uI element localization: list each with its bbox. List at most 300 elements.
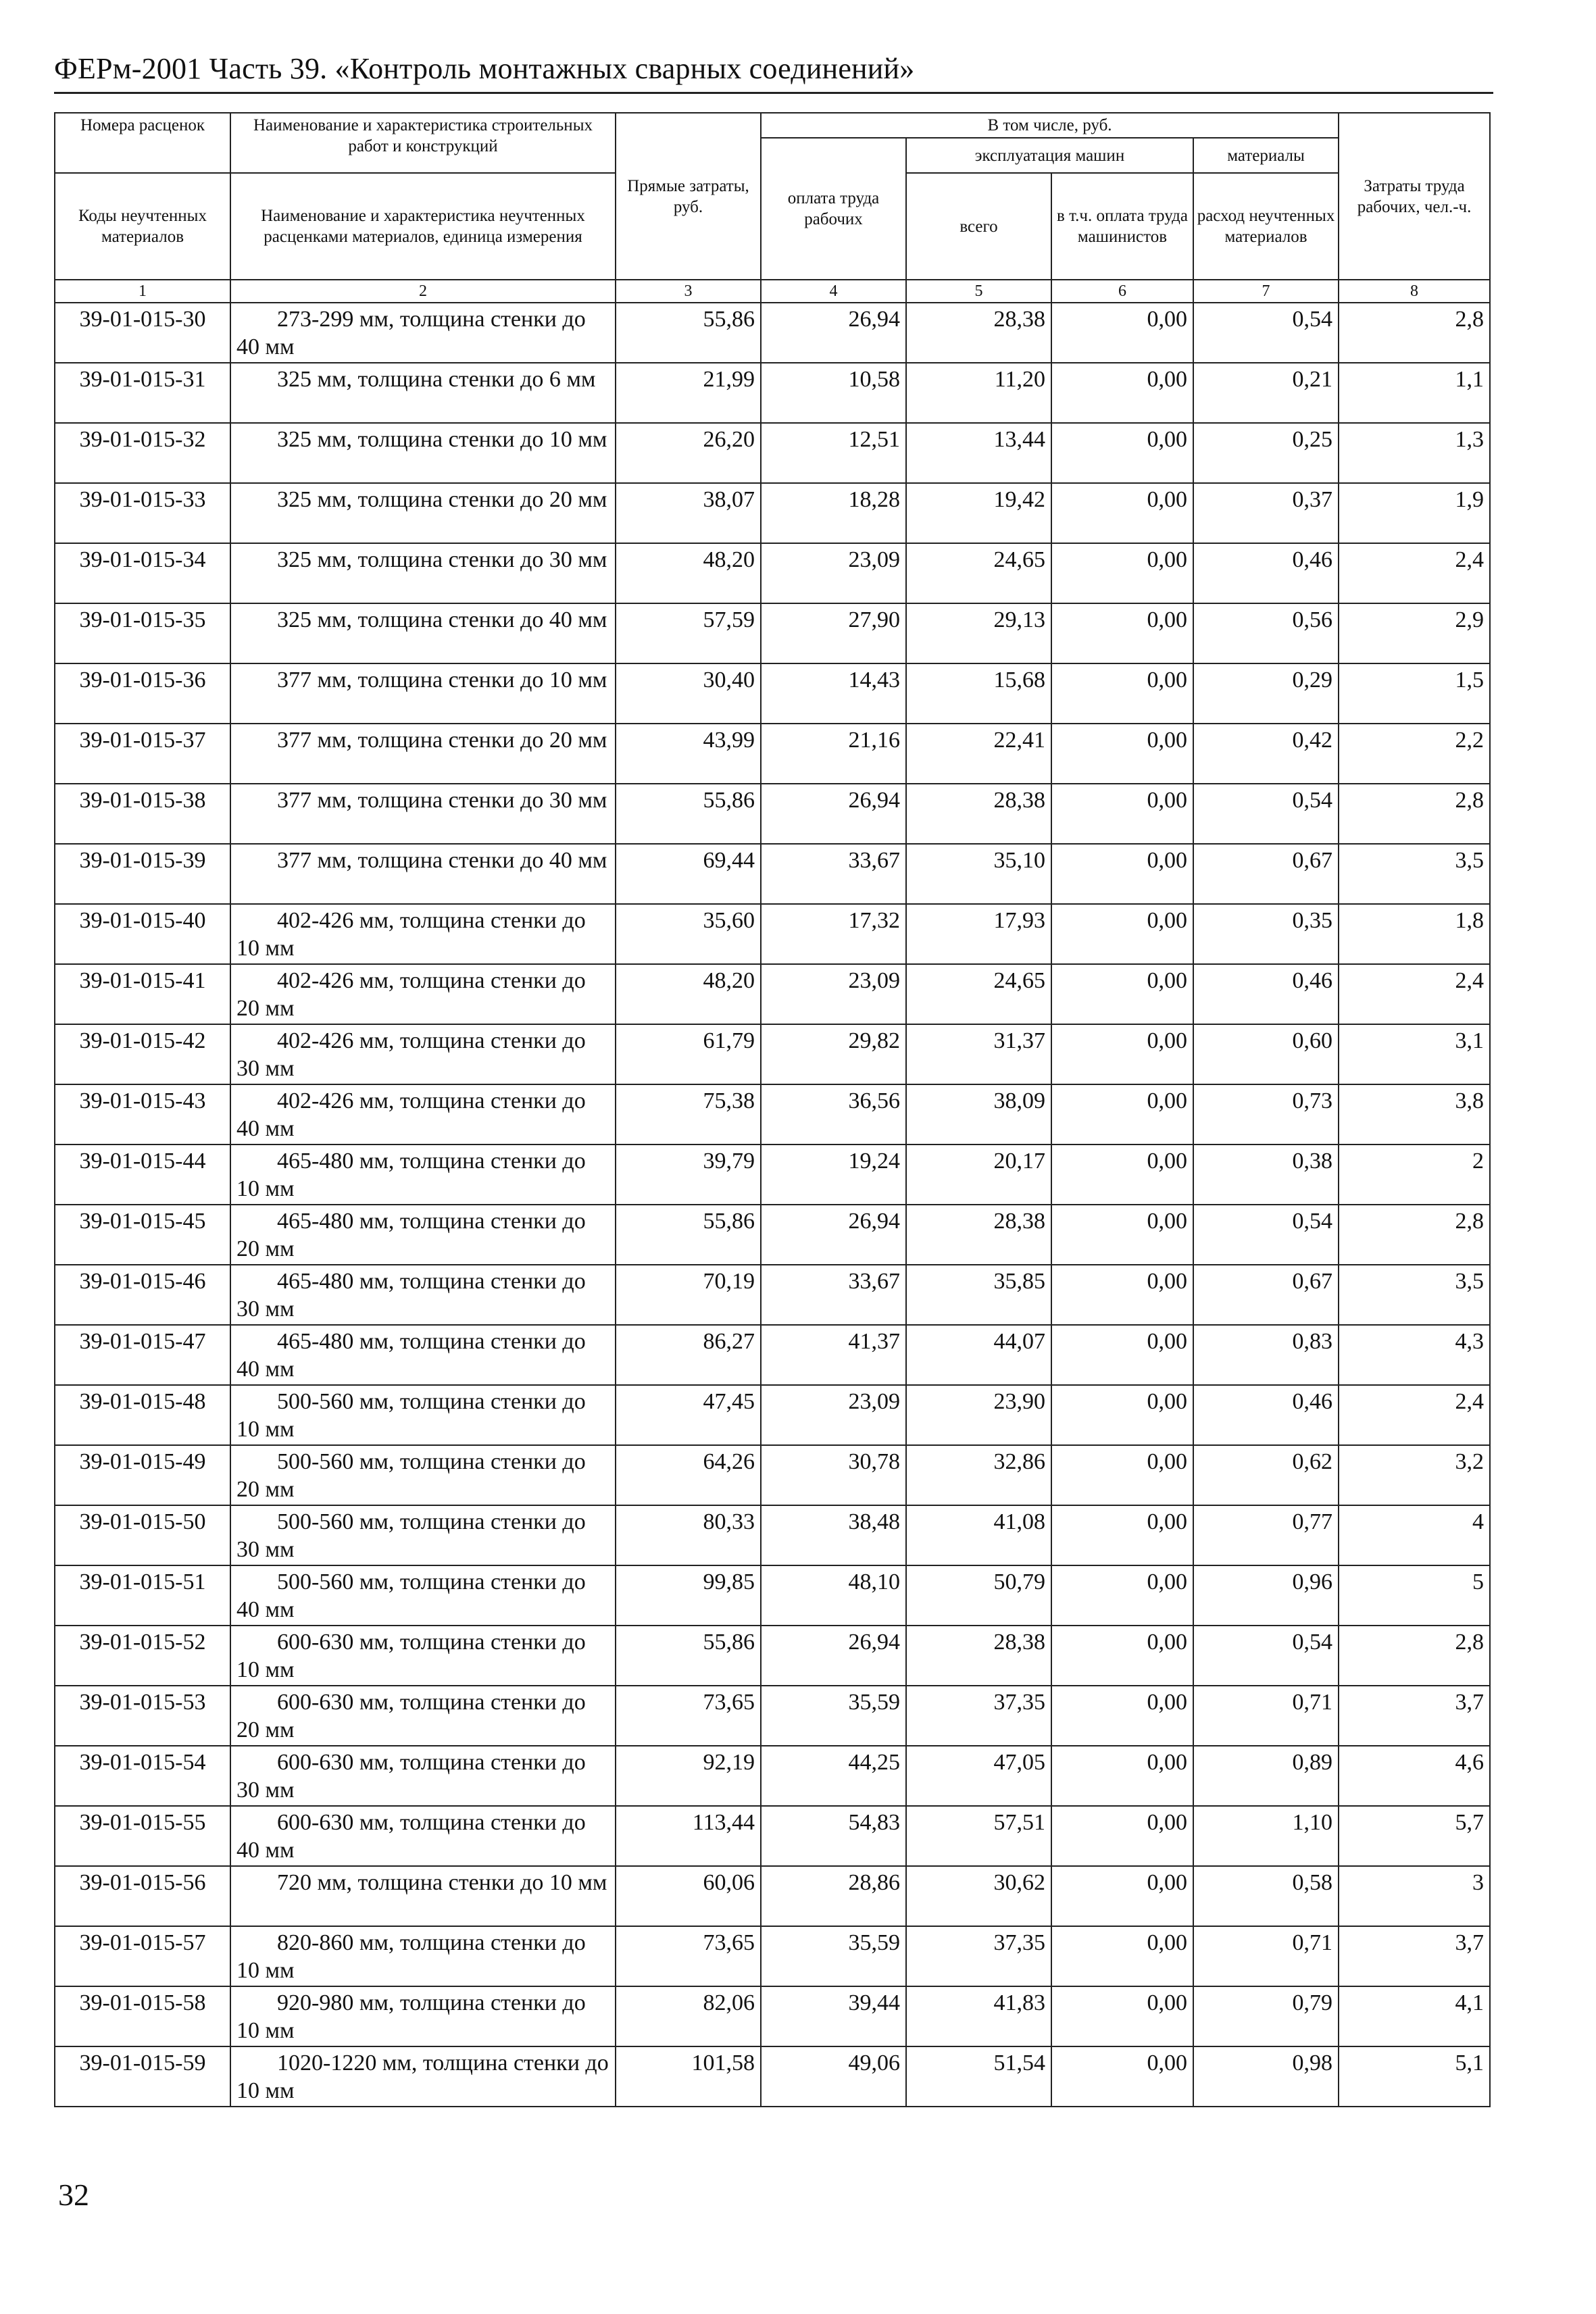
- work-description-text: 325 мм, толщина стенки до 30 мм: [277, 547, 607, 572]
- work-description-cell: [230, 724, 616, 784]
- labor-pay-cell: 12,51: [761, 423, 906, 483]
- title-divider: [54, 92, 1493, 94]
- work-description-text: 500-560 мм, толщина стенки до 30 мм: [236, 1509, 586, 1562]
- machines-total-cell: 37,35: [906, 1686, 1051, 1746]
- work-description-text: 377 мм, толщина стенки до 20 мм: [277, 728, 607, 753]
- machines-total-cell: 51,54: [906, 2046, 1051, 2107]
- rate-code-cell: 39-01-015-37: [55, 724, 230, 784]
- work-description-cell: [230, 964, 616, 1024]
- machines-total-cell: 28,38: [906, 1205, 1051, 1265]
- labor-pay-cell: 33,67: [761, 1265, 906, 1325]
- direct-costs-cell: 69,44: [616, 844, 761, 904]
- table-row: [55, 543, 1490, 603]
- machinist-pay-cell: 0,00: [1051, 1686, 1193, 1746]
- table-body: [55, 303, 1490, 2107]
- materials-cell: 0,21: [1193, 363, 1339, 423]
- machines-total-cell: 15,68: [906, 663, 1051, 724]
- rate-code-cell: 39-01-015-53: [55, 1686, 230, 1746]
- labor-pay-cell: 27,90: [761, 603, 906, 663]
- work-description-text: 325 мм, толщина стенки до 10 мм: [277, 427, 607, 452]
- labor-pay-cell: 26,94: [761, 784, 906, 844]
- work-description-cell: [230, 1445, 616, 1505]
- table-row: [55, 1866, 1490, 1926]
- labor-hours-cell: 1,1: [1339, 363, 1490, 423]
- header-machinist-pay: в т.ч. оплата труда машинистов: [1051, 173, 1193, 280]
- rate-code-cell: 39-01-015-32: [55, 423, 230, 483]
- machinist-pay-cell: 0,00: [1051, 1385, 1193, 1445]
- table-row: [55, 1686, 1490, 1746]
- work-description-cell: [230, 483, 616, 543]
- machinist-pay-cell: 0,00: [1051, 1024, 1193, 1084]
- work-description-cell: [230, 1024, 616, 1084]
- materials-cell: 0,54: [1193, 1626, 1339, 1686]
- machinist-pay-cell: 0,00: [1051, 303, 1193, 363]
- header-work-name: Наименование и характеристика строительных работ и конструкций: [230, 113, 616, 173]
- table-row: [55, 1926, 1490, 1986]
- work-description-text: 600-630 мм, толщина стенки до 20 мм: [236, 1690, 586, 1742]
- header-direct-costs: Прямые затраты, руб.: [616, 113, 761, 280]
- machines-total-cell: 32,86: [906, 1445, 1051, 1505]
- work-description-cell: [230, 1084, 616, 1145]
- materials-cell: 0,77: [1193, 1505, 1339, 1565]
- work-description-cell: [230, 844, 616, 904]
- work-description-text: 465-480 мм, толщина стенки до 10 мм: [236, 1149, 586, 1201]
- labor-hours-cell: 2,8: [1339, 303, 1490, 363]
- direct-costs-cell: 30,40: [616, 663, 761, 724]
- work-description-text: 377 мм, толщина стенки до 10 мм: [277, 668, 607, 693]
- table-row: [55, 303, 1490, 363]
- table-row: [55, 1325, 1490, 1385]
- column-number: 5: [906, 280, 1051, 303]
- labor-hours-cell: 4: [1339, 1505, 1490, 1565]
- direct-costs-cell: 38,07: [616, 483, 761, 543]
- work-description-text: 402-426 мм, толщина стенки до 40 мм: [236, 1088, 586, 1141]
- table-row: [55, 663, 1490, 724]
- table-row: [55, 844, 1490, 904]
- table-row: [55, 1806, 1490, 1866]
- machinist-pay-cell: 0,00: [1051, 844, 1193, 904]
- machinist-pay-cell: 0,00: [1051, 1986, 1193, 2046]
- machinist-pay-cell: 0,00: [1051, 1265, 1193, 1325]
- direct-costs-cell: 60,06: [616, 1866, 761, 1926]
- work-description-cell: [230, 1505, 616, 1565]
- machinist-pay-cell: 0,00: [1051, 603, 1193, 663]
- direct-costs-cell: 80,33: [616, 1505, 761, 1565]
- labor-hours-cell: 2: [1339, 1145, 1490, 1205]
- work-description-cell: [230, 303, 616, 363]
- labor-pay-cell: 41,37: [761, 1325, 906, 1385]
- work-description-cell: [230, 1565, 616, 1626]
- labor-hours-cell: 3,7: [1339, 1686, 1490, 1746]
- direct-costs-cell: 101,58: [616, 2046, 761, 2107]
- work-description-cell: [230, 1205, 616, 1265]
- labor-hours-cell: 2,8: [1339, 784, 1490, 844]
- table-row: [55, 423, 1490, 483]
- rate-code-cell: 39-01-015-57: [55, 1926, 230, 1986]
- rate-code-cell: 39-01-015-59: [55, 2046, 230, 2107]
- machines-total-cell: 24,65: [906, 964, 1051, 1024]
- machines-total-cell: 28,38: [906, 303, 1051, 363]
- work-description-text: 600-630 мм, толщина стенки до 30 мм: [236, 1750, 586, 1803]
- header-materials: материалы: [1193, 138, 1339, 173]
- materials-cell: 0,29: [1193, 663, 1339, 724]
- rate-code-cell: 39-01-015-41: [55, 964, 230, 1024]
- labor-hours-cell: 2,2: [1339, 724, 1490, 784]
- labor-hours-cell: 2,9: [1339, 603, 1490, 663]
- work-description-text: 720 мм, толщина стенки до 10 мм: [277, 1870, 607, 1895]
- direct-costs-cell: 35,60: [616, 904, 761, 964]
- rate-code-cell: 39-01-015-45: [55, 1205, 230, 1265]
- table-row: [55, 724, 1490, 784]
- work-description-cell: [230, 904, 616, 964]
- machines-total-cell: 41,83: [906, 1986, 1051, 2046]
- column-number: 1: [55, 280, 230, 303]
- machinist-pay-cell: 0,00: [1051, 1565, 1193, 1626]
- work-description-text: 402-426 мм, толщина стенки до 10 мм: [236, 908, 586, 961]
- table-row: [55, 964, 1490, 1024]
- work-description-text: 500-560 мм, толщина стенки до 20 мм: [236, 1449, 586, 1502]
- table-row: [55, 1986, 1490, 2046]
- labor-hours-cell: 3,5: [1339, 1265, 1490, 1325]
- direct-costs-cell: 55,86: [616, 784, 761, 844]
- labor-pay-cell: 48,10: [761, 1565, 906, 1626]
- direct-costs-cell: 92,19: [616, 1746, 761, 1806]
- materials-cell: 0,79: [1193, 1986, 1339, 2046]
- direct-costs-cell: 113,44: [616, 1806, 761, 1866]
- rate-code-cell: 39-01-015-44: [55, 1145, 230, 1205]
- labor-hours-cell: 3: [1339, 1866, 1490, 1926]
- direct-costs-cell: 48,20: [616, 543, 761, 603]
- rates-table: [54, 112, 1491, 2107]
- direct-costs-cell: 99,85: [616, 1565, 761, 1626]
- machinist-pay-cell: 0,00: [1051, 1866, 1193, 1926]
- table-row: [55, 363, 1490, 423]
- materials-cell: 0,38: [1193, 1145, 1339, 1205]
- direct-costs-cell: 55,86: [616, 1626, 761, 1686]
- labor-hours-cell: 2,4: [1339, 543, 1490, 603]
- labor-pay-cell: 10,58: [761, 363, 906, 423]
- labor-hours-cell: 1,9: [1339, 483, 1490, 543]
- rate-code-cell: 39-01-015-48: [55, 1385, 230, 1445]
- labor-hours-cell: 2,4: [1339, 1385, 1490, 1445]
- labor-pay-cell: 17,32: [761, 904, 906, 964]
- labor-pay-cell: 19,24: [761, 1145, 906, 1205]
- labor-hours-cell: 3,7: [1339, 1926, 1490, 1986]
- work-description-cell: [230, 784, 616, 844]
- machines-total-cell: 35,10: [906, 844, 1051, 904]
- labor-pay-cell: 29,82: [761, 1024, 906, 1084]
- machines-total-cell: 20,17: [906, 1145, 1051, 1205]
- labor-hours-cell: 4,1: [1339, 1986, 1490, 2046]
- work-description-text: 920-980 мм, толщина стенки до 10 мм: [236, 1990, 586, 2043]
- table-row: [55, 1265, 1490, 1325]
- machines-total-cell: 30,62: [906, 1866, 1051, 1926]
- direct-costs-cell: 82,06: [616, 1986, 761, 2046]
- rate-code-cell: 39-01-015-51: [55, 1565, 230, 1626]
- rate-code-cell: 39-01-015-49: [55, 1445, 230, 1505]
- table-row: [55, 904, 1490, 964]
- labor-hours-cell: 3,5: [1339, 844, 1490, 904]
- rate-code-cell: 39-01-015-39: [55, 844, 230, 904]
- labor-pay-cell: 14,43: [761, 663, 906, 724]
- rate-code-cell: 39-01-015-30: [55, 303, 230, 363]
- work-description-text: 600-630 мм, толщина стенки до 10 мм: [236, 1630, 586, 1682]
- materials-cell: 0,25: [1193, 423, 1339, 483]
- labor-hours-cell: 1,8: [1339, 904, 1490, 964]
- column-number: 8: [1339, 280, 1490, 303]
- labor-pay-cell: 18,28: [761, 483, 906, 543]
- machinist-pay-cell: 0,00: [1051, 1926, 1193, 1986]
- machines-total-cell: 11,20: [906, 363, 1051, 423]
- table-header: [55, 113, 1490, 303]
- work-description-cell: [230, 1626, 616, 1686]
- labor-hours-cell: 5,7: [1339, 1806, 1490, 1866]
- machines-total-cell: 50,79: [906, 1565, 1051, 1626]
- materials-cell: 0,54: [1193, 784, 1339, 844]
- direct-costs-cell: 61,79: [616, 1024, 761, 1084]
- labor-hours-cell: 3,1: [1339, 1024, 1490, 1084]
- rate-code-cell: 39-01-015-43: [55, 1084, 230, 1145]
- direct-costs-cell: 39,79: [616, 1145, 761, 1205]
- rate-code-cell: 39-01-015-58: [55, 1986, 230, 2046]
- materials-cell: 0,83: [1193, 1325, 1339, 1385]
- direct-costs-cell: 55,86: [616, 303, 761, 363]
- work-description-text: 377 мм, толщина стенки до 30 мм: [277, 788, 607, 813]
- machines-total-cell: 47,05: [906, 1746, 1051, 1806]
- labor-pay-cell: 26,94: [761, 1626, 906, 1686]
- machines-total-cell: 28,38: [906, 784, 1051, 844]
- machines-total-cell: 41,08: [906, 1505, 1051, 1565]
- machines-total-cell: 24,65: [906, 543, 1051, 603]
- machines-total-cell: 22,41: [906, 724, 1051, 784]
- labor-pay-cell: 35,59: [761, 1926, 906, 1986]
- labor-pay-cell: 44,25: [761, 1746, 906, 1806]
- work-description-cell: [230, 1986, 616, 2046]
- labor-hours-cell: 4,6: [1339, 1746, 1490, 1806]
- table-row: [55, 784, 1490, 844]
- table-row: [55, 1084, 1490, 1145]
- materials-cell: 0,46: [1193, 1385, 1339, 1445]
- direct-costs-cell: 86,27: [616, 1325, 761, 1385]
- header-including: В том числе, руб.: [761, 113, 1339, 138]
- direct-costs-cell: 57,59: [616, 603, 761, 663]
- machines-total-cell: 19,42: [906, 483, 1051, 543]
- table-row: [55, 1565, 1490, 1626]
- machinist-pay-cell: 0,00: [1051, 1626, 1193, 1686]
- labor-pay-cell: 35,59: [761, 1686, 906, 1746]
- direct-costs-cell: 73,65: [616, 1926, 761, 1986]
- work-description-text: 402-426 мм, толщина стенки до 30 мм: [236, 1028, 586, 1081]
- labor-pay-cell: 28,86: [761, 1866, 906, 1926]
- materials-cell: 0,96: [1193, 1565, 1339, 1626]
- labor-pay-cell: 54,83: [761, 1806, 906, 1866]
- column-number: 4: [761, 280, 906, 303]
- labor-pay-cell: 23,09: [761, 1385, 906, 1445]
- table-row: [55, 2046, 1490, 2107]
- rate-code-cell: 39-01-015-38: [55, 784, 230, 844]
- work-description-text: 600-630 мм, толщина стенки до 40 мм: [236, 1810, 586, 1863]
- column-number: 3: [616, 280, 761, 303]
- direct-costs-cell: 75,38: [616, 1084, 761, 1145]
- materials-cell: 0,46: [1193, 543, 1339, 603]
- rate-code-cell: 39-01-015-56: [55, 1866, 230, 1926]
- column-number: 7: [1193, 280, 1339, 303]
- direct-costs-cell: 73,65: [616, 1686, 761, 1746]
- machinist-pay-cell: 0,00: [1051, 1325, 1193, 1385]
- labor-pay-cell: 23,09: [761, 543, 906, 603]
- rate-code-cell: 39-01-015-52: [55, 1626, 230, 1686]
- labor-hours-cell: 4,3: [1339, 1325, 1490, 1385]
- work-description-text: 500-560 мм, толщина стенки до 40 мм: [236, 1569, 586, 1622]
- materials-cell: 0,67: [1193, 844, 1339, 904]
- machines-total-cell: 13,44: [906, 423, 1051, 483]
- labor-hours-cell: 2,8: [1339, 1205, 1490, 1265]
- work-description-text: 377 мм, толщина стенки до 40 мм: [277, 848, 607, 873]
- machines-total-cell: 29,13: [906, 603, 1051, 663]
- materials-cell: 0,67: [1193, 1265, 1339, 1325]
- labor-hours-cell: 2,4: [1339, 964, 1490, 1024]
- table-row: [55, 1145, 1490, 1205]
- page-title: ФЕРм-2001 Часть 39. «Контроль монтажных сварных соединений»: [54, 52, 915, 85]
- work-description-text: 500-560 мм, толщина стенки до 10 мм: [236, 1389, 586, 1442]
- direct-costs-cell: 48,20: [616, 964, 761, 1024]
- work-description-cell: [230, 1746, 616, 1806]
- materials-cell: 1,10: [1193, 1806, 1339, 1866]
- work-description-text: 325 мм, толщина стенки до 6 мм: [277, 367, 596, 392]
- header-material-names: Наименование и характеристика неучтенных расценками материалов, единица измерения: [230, 173, 616, 280]
- machines-total-cell: 31,37: [906, 1024, 1051, 1084]
- rate-code-cell: 39-01-015-55: [55, 1806, 230, 1866]
- labor-pay-cell: 23,09: [761, 964, 906, 1024]
- machines-total-cell: 35,85: [906, 1265, 1051, 1325]
- header-machine-operation: эксплуатация машин: [906, 138, 1193, 173]
- machinist-pay-cell: 0,00: [1051, 423, 1193, 483]
- table-row: [55, 1385, 1490, 1445]
- work-description-cell: [230, 603, 616, 663]
- rate-code-cell: 39-01-015-34: [55, 543, 230, 603]
- rate-code-cell: 39-01-015-47: [55, 1325, 230, 1385]
- table-row: [55, 1024, 1490, 1084]
- work-description-text: 273-299 мм, толщина стенки до 40 мм: [236, 307, 586, 359]
- work-description-text: 325 мм, толщина стенки до 20 мм: [277, 487, 607, 512]
- machines-total-cell: 44,07: [906, 1325, 1051, 1385]
- table-row: [55, 1746, 1490, 1806]
- labor-hours-cell: 1,3: [1339, 423, 1490, 483]
- work-description-text: 465-480 мм, толщина стенки до 30 мм: [236, 1269, 586, 1322]
- direct-costs-cell: 55,86: [616, 1205, 761, 1265]
- work-description-text: 402-426 мм, толщина стенки до 20 мм: [236, 968, 586, 1021]
- machinist-pay-cell: 0,00: [1051, 543, 1193, 603]
- work-description-text: 1020-1220 мм, толщина стенки до 10 мм: [236, 2051, 609, 2103]
- rate-code-cell: 39-01-015-31: [55, 363, 230, 423]
- materials-cell: 0,46: [1193, 964, 1339, 1024]
- work-description-text: 465-480 мм, толщина стенки до 20 мм: [236, 1209, 586, 1261]
- labor-hours-cell: 5: [1339, 1565, 1490, 1626]
- work-description-cell: [230, 1265, 616, 1325]
- work-description-cell: [230, 1385, 616, 1445]
- table-row: [55, 1445, 1490, 1505]
- table-row: [55, 483, 1490, 543]
- work-description-cell: [230, 1866, 616, 1926]
- machines-total-cell: 23,90: [906, 1385, 1051, 1445]
- labor-pay-cell: 36,56: [761, 1084, 906, 1145]
- header-materials-consumption: расход неучтенных материалов: [1193, 173, 1339, 280]
- header-material-codes: Коды неучтенных материалов: [55, 173, 230, 280]
- materials-cell: 0,58: [1193, 1866, 1339, 1926]
- labor-pay-cell: 38,48: [761, 1505, 906, 1565]
- machinist-pay-cell: 0,00: [1051, 1505, 1193, 1565]
- machinist-pay-cell: 0,00: [1051, 1806, 1193, 1866]
- work-description-text: 820-860 мм, толщина стенки до 10 мм: [236, 1930, 586, 1983]
- materials-cell: 0,56: [1193, 603, 1339, 663]
- page-number: 32: [58, 2178, 89, 2212]
- header-labor-costs: Затраты труда рабочих, чел.-ч.: [1339, 113, 1490, 280]
- rate-code-cell: 39-01-015-42: [55, 1024, 230, 1084]
- machines-total-cell: 17,93: [906, 904, 1051, 964]
- direct-costs-cell: 26,20: [616, 423, 761, 483]
- work-description-cell: [230, 1686, 616, 1746]
- machinist-pay-cell: 0,00: [1051, 724, 1193, 784]
- machinist-pay-cell: 0,00: [1051, 363, 1193, 423]
- machinist-pay-cell: 0,00: [1051, 784, 1193, 844]
- rate-code-cell: 39-01-015-46: [55, 1265, 230, 1325]
- work-description-cell: [230, 1145, 616, 1205]
- materials-cell: 0,37: [1193, 483, 1339, 543]
- materials-cell: 0,54: [1193, 303, 1339, 363]
- materials-cell: 0,35: [1193, 904, 1339, 964]
- work-description-cell: [230, 1926, 616, 1986]
- table-row: [55, 1505, 1490, 1565]
- work-description-cell: [230, 363, 616, 423]
- machines-total-cell: 38,09: [906, 1084, 1051, 1145]
- labor-pay-cell: 49,06: [761, 2046, 906, 2107]
- machinist-pay-cell: 0,00: [1051, 483, 1193, 543]
- direct-costs-cell: 43,99: [616, 724, 761, 784]
- materials-cell: 0,62: [1193, 1445, 1339, 1505]
- labor-hours-cell: 5,1: [1339, 2046, 1490, 2107]
- work-description-text: 325 мм, толщина стенки до 40 мм: [277, 607, 607, 632]
- machinist-pay-cell: 0,00: [1051, 1445, 1193, 1505]
- materials-cell: 0,71: [1193, 1686, 1339, 1746]
- work-description-cell: [230, 423, 616, 483]
- header-labor-pay: оплата труда рабочих: [761, 138, 906, 280]
- machines-total-cell: 37,35: [906, 1926, 1051, 1986]
- labor-hours-cell: 3,8: [1339, 1084, 1490, 1145]
- work-description-cell: [230, 1806, 616, 1866]
- table-row: [55, 1626, 1490, 1686]
- direct-costs-cell: 21,99: [616, 363, 761, 423]
- work-description-text: 465-480 мм, толщина стенки до 40 мм: [236, 1329, 586, 1382]
- rate-code-cell: 39-01-015-50: [55, 1505, 230, 1565]
- direct-costs-cell: 70,19: [616, 1265, 761, 1325]
- labor-hours-cell: 2,8: [1339, 1626, 1490, 1686]
- machinist-pay-cell: 0,00: [1051, 2046, 1193, 2107]
- labor-pay-cell: 39,44: [761, 1986, 906, 2046]
- column-numbers-row: [55, 280, 1490, 303]
- machinist-pay-cell: 0,00: [1051, 964, 1193, 1024]
- labor-hours-cell: 1,5: [1339, 663, 1490, 724]
- labor-hours-cell: 3,2: [1339, 1445, 1490, 1505]
- machinist-pay-cell: 0,00: [1051, 1205, 1193, 1265]
- labor-pay-cell: 30,78: [761, 1445, 906, 1505]
- materials-cell: 0,71: [1193, 1926, 1339, 1986]
- materials-cell: 0,73: [1193, 1084, 1339, 1145]
- materials-cell: 0,89: [1193, 1746, 1339, 1806]
- rate-code-cell: 39-01-015-54: [55, 1746, 230, 1806]
- machinist-pay-cell: 0,00: [1051, 663, 1193, 724]
- header-machines-total: всего: [906, 173, 1051, 280]
- materials-cell: 0,54: [1193, 1205, 1339, 1265]
